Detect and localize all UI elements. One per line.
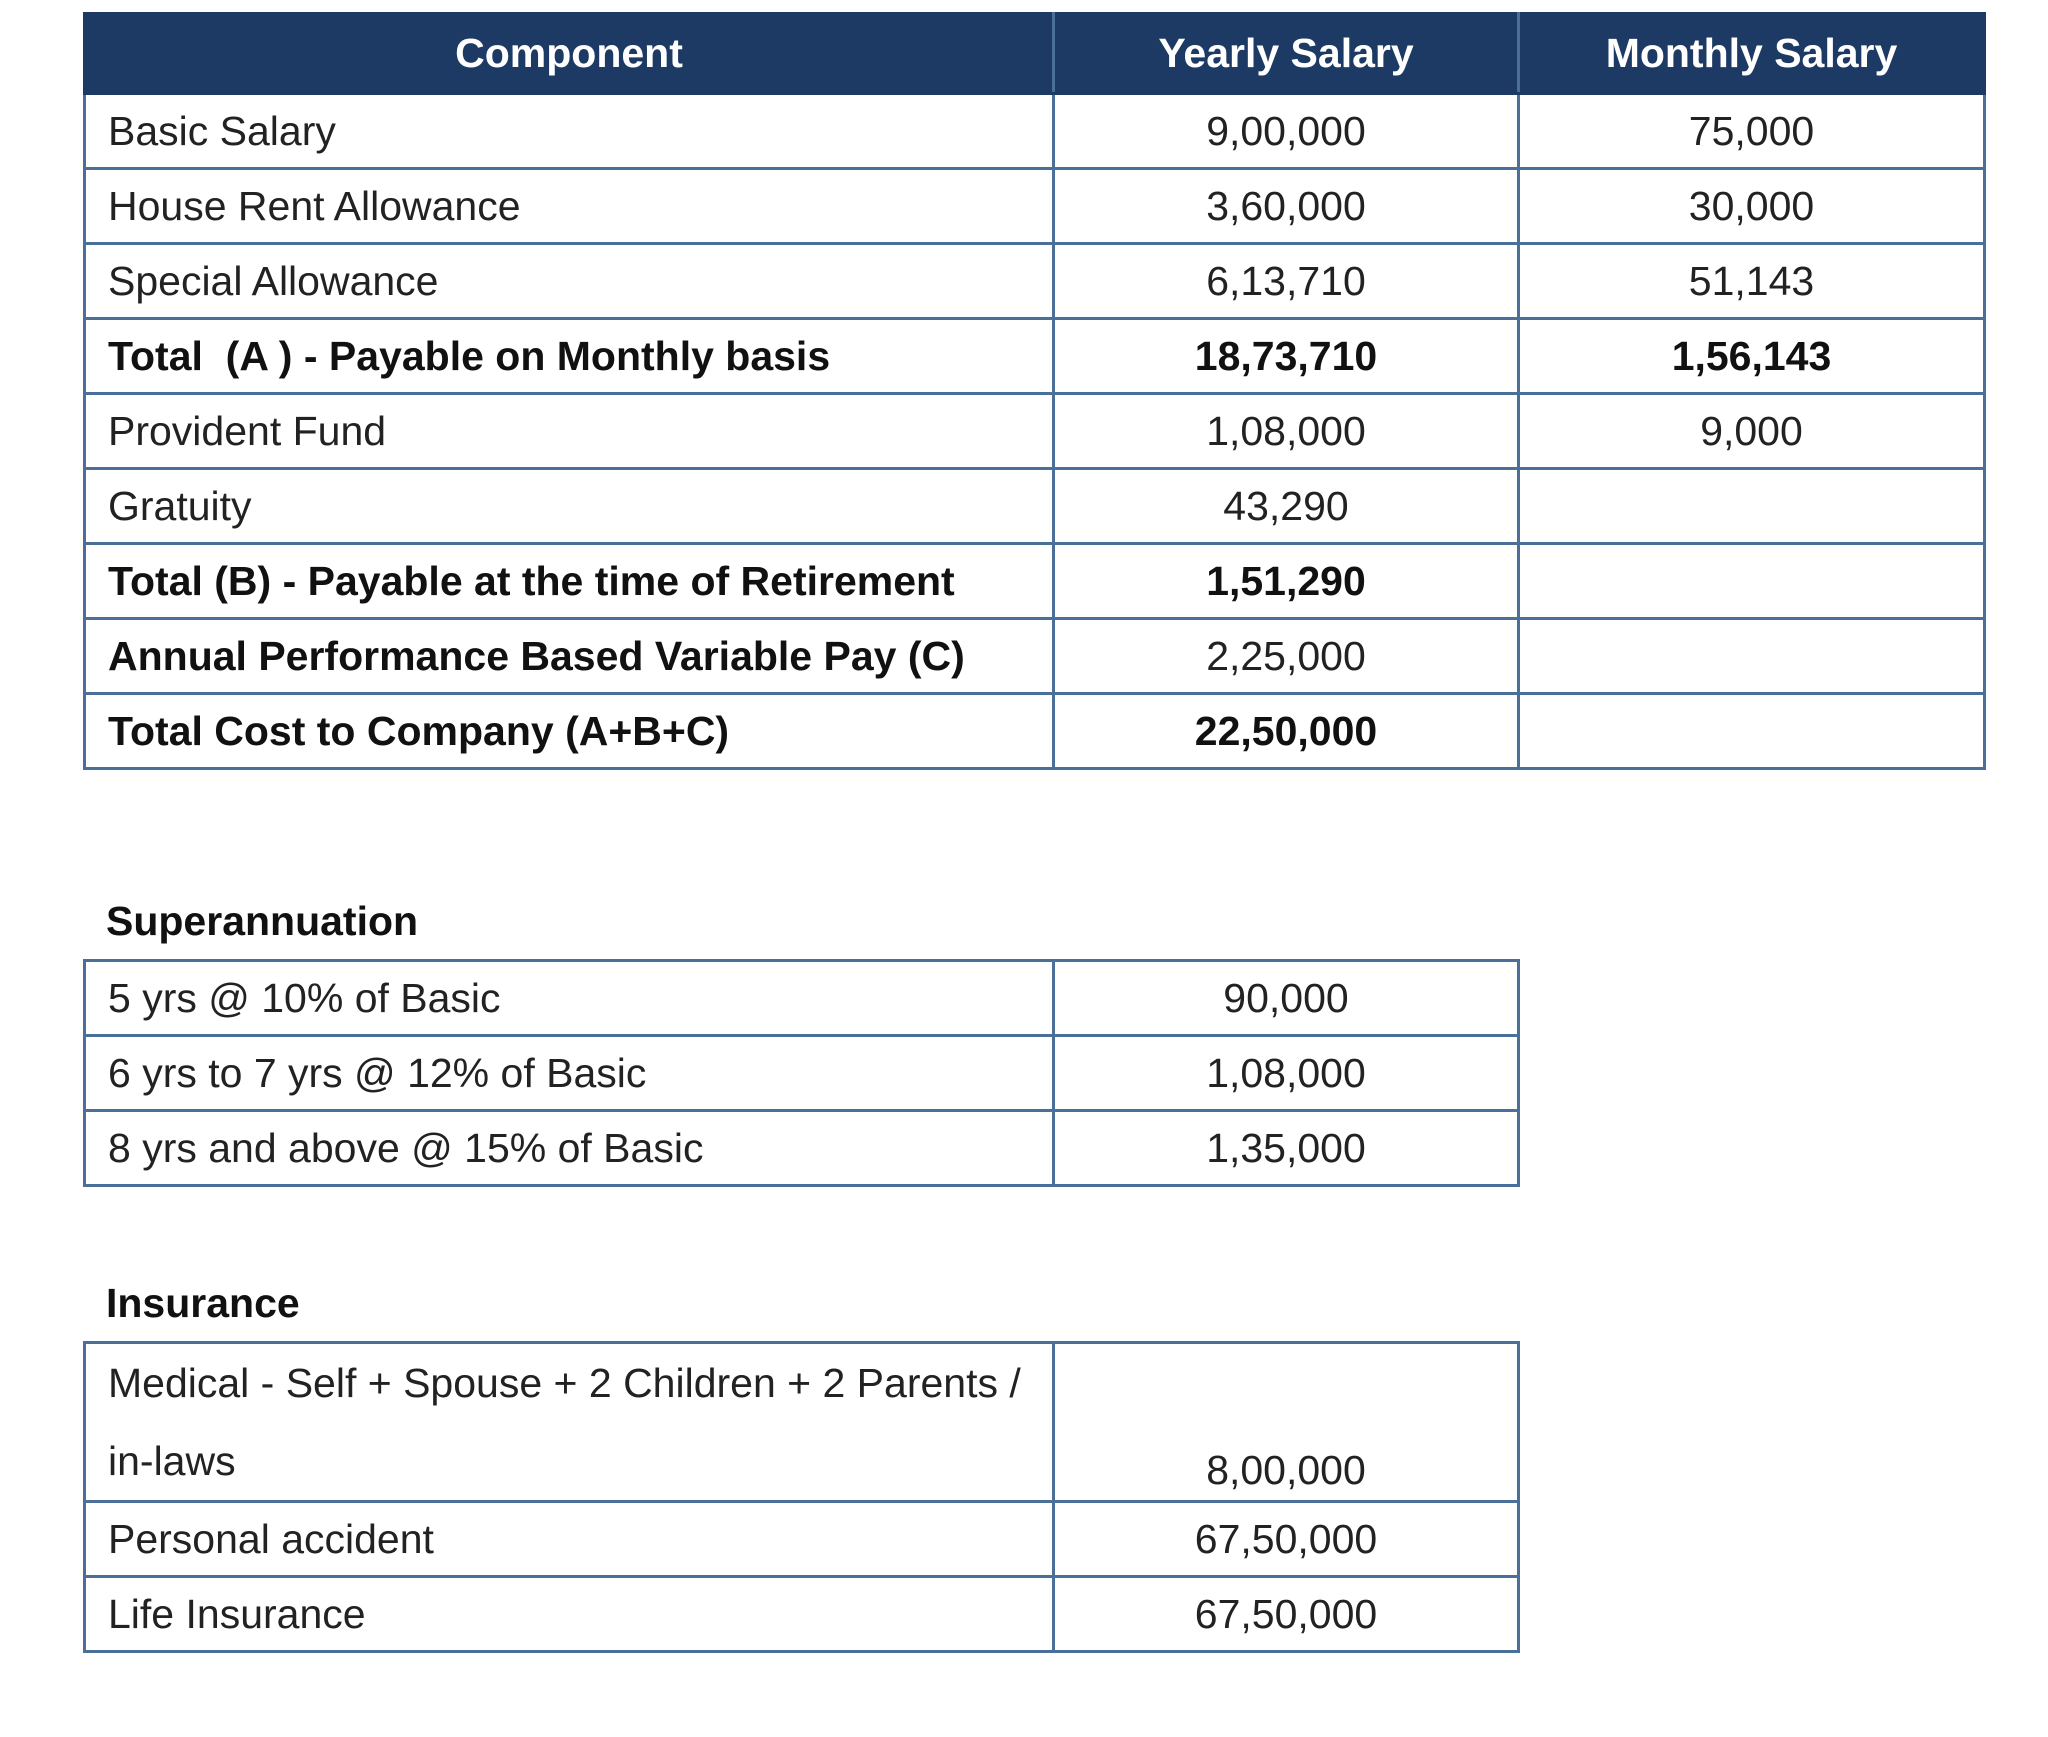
insurance-value: 67,50,000 [1054,1577,1519,1652]
superannuation-label: 8 yrs and above @ 15% of Basic [85,1111,1054,1186]
insurance-label: Medical - Self + Spouse + 2 Children + 2 Parents / in-laws [85,1343,1054,1502]
table-row [85,1502,1519,1577]
table-row [85,961,1519,1036]
table-row [85,94,1985,169]
monthly-cell: 75,000 [1519,94,1985,169]
total-ctc-row [85,694,1985,769]
monthly-cell [1519,469,1985,544]
superannuation-value: 90,000 [1054,961,1519,1036]
header-monthly-salary: Monthly Salary [1519,14,1985,94]
superannuation-value: 1,08,000 [1054,1036,1519,1111]
monthly-cell: 30,000 [1519,169,1985,244]
table-row [85,1036,1519,1111]
total-b-row [85,544,1985,619]
component-cell: Provident Fund [85,394,1054,469]
component-cell: House Rent Allowance [85,169,1054,244]
monthly-cell: 1,56,143 [1519,319,1985,394]
superannuation-title: Superannuation [106,898,419,944]
variable-pay-row [85,619,1985,694]
table-row [85,244,1985,319]
total-a-row [85,319,1985,394]
insurance-value: 8,00,000 [1054,1343,1519,1502]
superannuation-value: 1,35,000 [1054,1111,1519,1186]
yearly-cell: 43,290 [1054,469,1519,544]
table-row [85,394,1985,469]
insurance-label: Life Insurance [85,1577,1054,1652]
component-cell: Annual Performance Based Variable Pay (C) [85,619,1054,694]
insurance-label: Personal accident [85,1502,1054,1577]
component-cell: Total Cost to Company (A+B+C) [85,694,1054,769]
table-row [85,169,1985,244]
monthly-cell: 9,000 [1519,394,1985,469]
table-row [85,1577,1519,1652]
yearly-cell: 3,60,000 [1054,169,1519,244]
insurance-value: 67,50,000 [1054,1502,1519,1577]
insurance-title: Insurance [106,1280,300,1326]
component-cell: Total (B) - Payable at the time of Retirement [85,544,1054,619]
monthly-cell [1519,619,1985,694]
salary-table-header [85,14,1985,94]
superannuation-label: 5 yrs @ 10% of Basic [85,961,1054,1036]
yearly-cell: 18,73,710 [1054,319,1519,394]
monthly-cell [1519,544,1985,619]
yearly-cell: 1,08,000 [1054,394,1519,469]
header-yearly-salary: Yearly Salary [1054,14,1519,94]
header-component: Component [85,14,1054,94]
component-cell: Basic Salary [85,94,1054,169]
superannuation-table [83,959,1520,1187]
yearly-cell: 22,50,000 [1054,694,1519,769]
yearly-cell: 2,25,000 [1054,619,1519,694]
salary-table [83,12,1986,770]
monthly-cell [1519,694,1985,769]
yearly-cell: 1,51,290 [1054,544,1519,619]
component-cell: Special Allowance [85,244,1054,319]
table-row [85,1111,1519,1186]
component-cell: Gratuity [85,469,1054,544]
component-cell: Total (A ) - Payable on Monthly basis [85,319,1054,394]
yearly-cell: 6,13,710 [1054,244,1519,319]
yearly-cell: 9,00,000 [1054,94,1519,169]
insurance-table [83,1341,1520,1653]
table-row [85,1343,1519,1502]
superannuation-label: 6 yrs to 7 yrs @ 12% of Basic [85,1036,1054,1111]
monthly-cell: 51,143 [1519,244,1985,319]
table-row [85,469,1985,544]
